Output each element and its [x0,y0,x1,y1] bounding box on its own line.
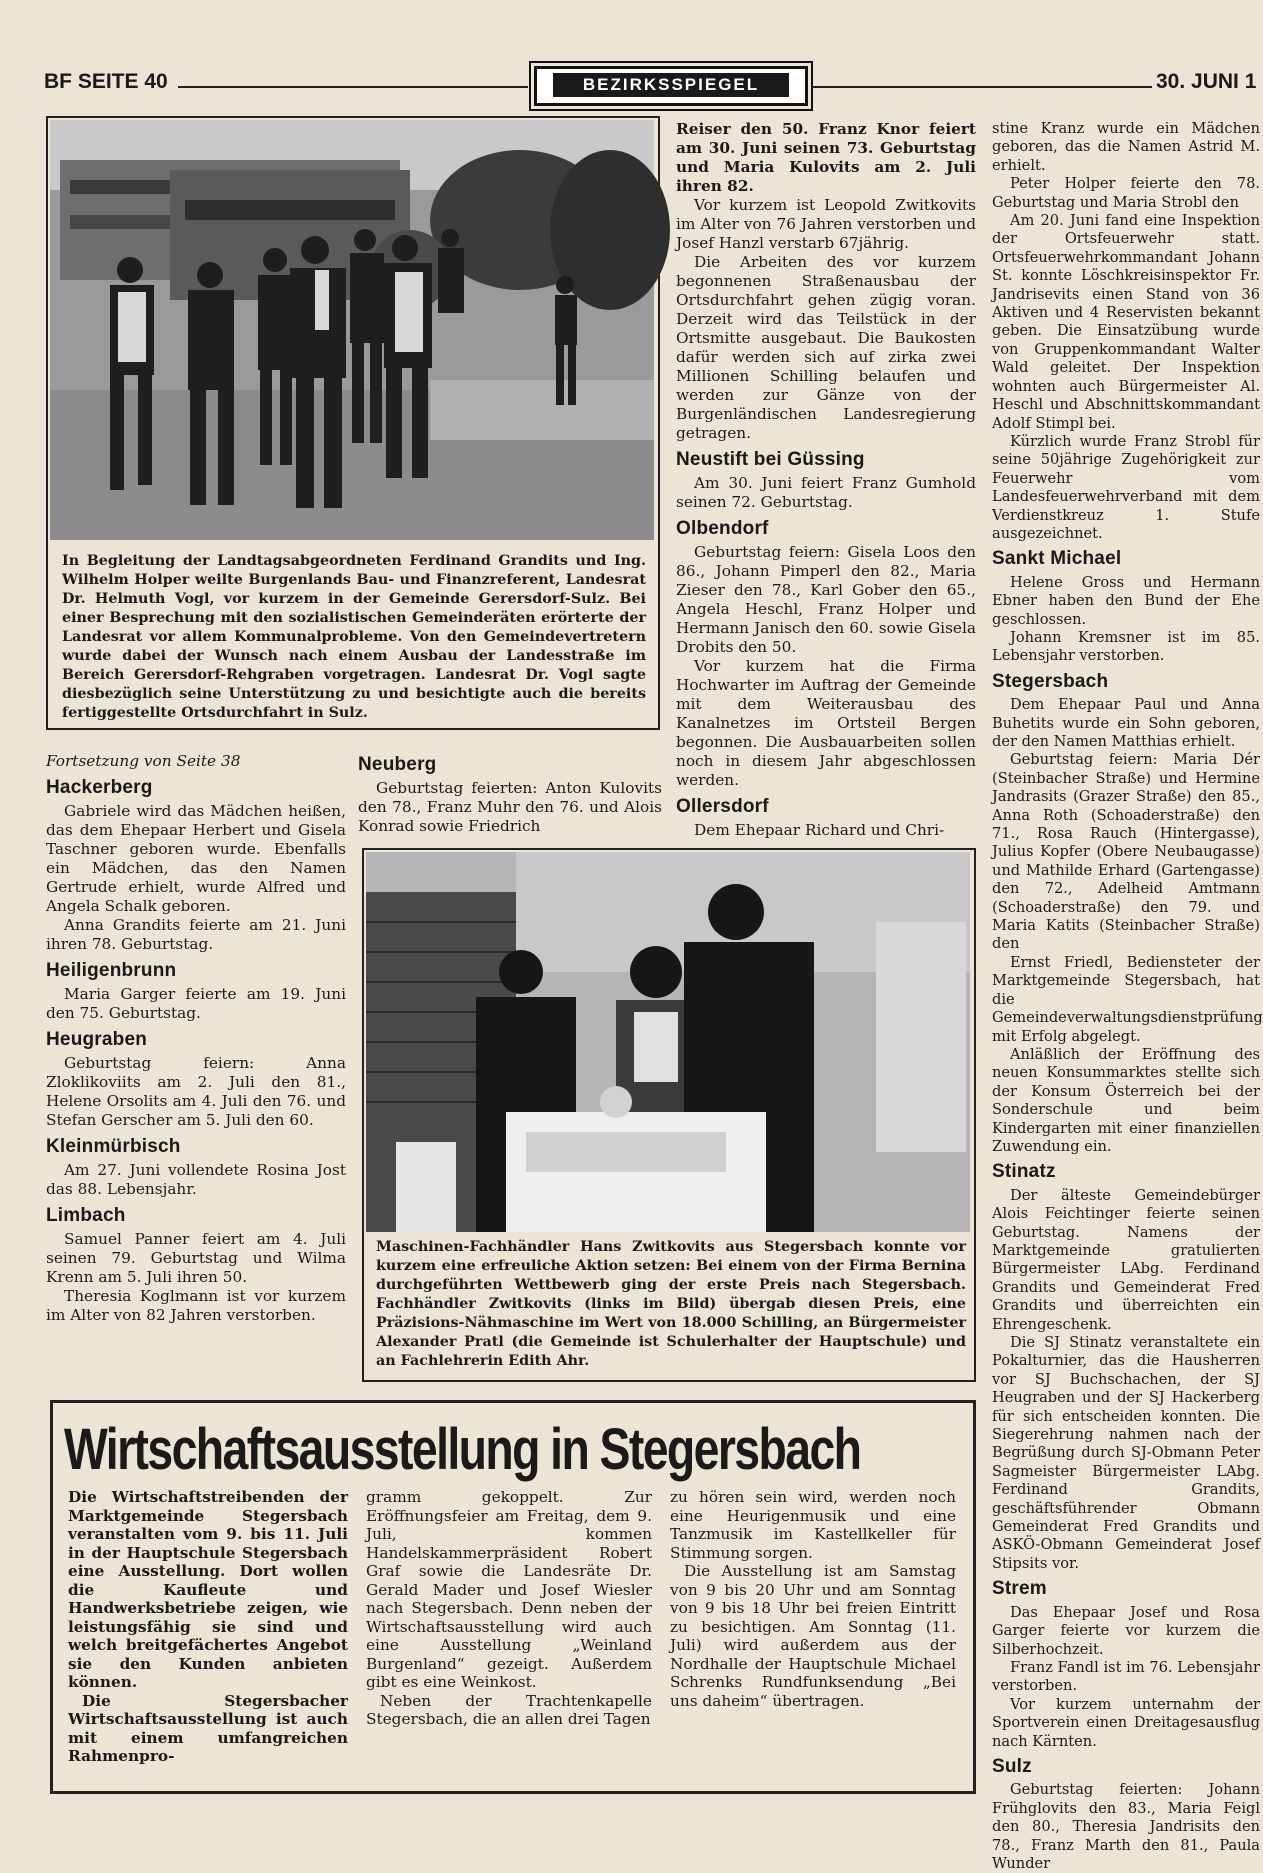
paragraph: Gabriele wird das Mädchen heißen, das dem Ehepaar Herbert und Gisela Taschner geboren wurde. Ebenfalls ein Mädchen, das den Namen Gertrude erhielt, wurde Alfred und Angela Schalk geboren. [46,802,346,915]
paragraph: Peter Holper feierte den 78. Geburtstag und Maria Strobl den [992,175,1260,211]
paragraph: Dem Ehepaar Richard und Chri- [694,821,945,839]
heading-heugraben: Heugraben [46,1029,148,1050]
paragraph: Das Ehepaar Josef und Rosa Garger feierte vor kurzem die Silberhochzeit. [992,1603,1260,1658]
paragraph: Helene Gross und Hermann Ebner haben den Bund der Ehe geschlossen. [992,573,1260,628]
paragraph: Kürzlich wurde Franz Strobl für seine 50jährige Zugehörigkeit zur Feuerwehr vom Landesfeuerwehrverband mit dem Verdienstkreuz 1. Stufe ausgezeichnet. [992,432,1260,542]
paragraph: Anläßlich der Eröffnung des neuen Konsummarktes stellte sich der Konsum Österreich bei der Sonderschule und beim Kindergarten mit einer finanziellen Zuwendung ein. [992,1045,1260,1155]
paragraph: Die Ausstellung ist am Samstag von 9 bis 20 Uhr und am Sonntag von 9 bis 18 Uhr bei freien Eintritt zu besichtigen. Am Sonntag (11. Juli) wird außerdem aus der Nordhalle der Hauptschule Michael Schrenks Rundfunksendung „Bei uns daheim“ übertragen. [670,1562,956,1710]
paragraph: Am 20. Juni fand eine Inspektion der Ortsfeuerwehr statt. Ortsfeuerwehrkommandant Johann St. konnte Löschkreisinspektor Fr. Jandrisevits einen Stand von 36 Aktiven und 4 Reservisten bekannt geben. Die Einsatzübung wurde von Gruppenkommandant Walter Wald geleitet. Der Inspektion wohnten auch Bürgermeister Al. Heschl und Abschnittskommandant Adolf Stimpl bei. [992,212,1260,432]
heading-ollersdorf: Ollersdorf [676,796,769,817]
photo-sewing-machine-handover [366,852,970,1232]
heading-hackerberg: Hackerberg [46,777,153,798]
paragraph: Geburtstag feiern: Gisela Loos den 86., Johann Pimperl den 82., Maria Zieser den 78., Karl Gober den 65., Angela Heschl, Franz Holper und Hermann Janisch den 60. sowie Gisela Drobits den 50. [676,543,976,656]
article-headline: Wirtschaftsausstellung in Stegersbach [64,1417,861,1482]
heading-limbach: Limbach [46,1205,126,1226]
article-column-2 [366,1488,652,1729]
photo1-caption: In Begleitung der Landtagsabgeordneten Ferdinand Grandits und Ing. Wilhelm Holper weilte Burgenlands Bau- und Finanzreferent, Landesrat Dr. Helmuth Vogl, vor kurzem in der Gemeinde Gerersdorf-Sulz. Bei einer Besprechung mit den sozialistischen Gemeinderäten erörterte der Landesrat vor allem Kommunalprobleme. Von den Gemeindevertretern wurde dabei der Wunsch nach einem Ausbau der Landesstraße im Bereich Gerersdorf-Rehgraben vorgetragen. Landesrat Dr. Vogl sagte diesbezüglich seine Unterstützung zu und besichtigte auch die bereits fertiggestellte Ortsdurchfahrt in Sulz. [62,553,646,721]
heading-sankt-michael: Sankt Michael [992,548,1122,570]
article-column-1 [68,1488,348,1766]
paragraph: stine Kranz wurde ein Mädchen geboren, das die Namen Astrid M. erhielt. [992,120,1260,174]
heading-stinatz: Stinatz [992,1161,1056,1183]
heading-stegersbach: Stegersbach [992,670,1109,692]
paragraph: Franz Fandl ist im 76. Lebensjahr verstorben. [992,1658,1260,1695]
column-1 [46,752,346,1392]
heading-neustift: Neustift bei Güssing [676,449,865,470]
paragraph: Geburtstag feierten: Johann Frühglovits den 83., Maria Feigl den 80., Theresia Jandrisits den 78., Franz Marth den 81., Paula Wunder [992,1781,1260,1872]
heading-olbendorf: Olbendorf [676,518,769,539]
paragraph: Die Stegersbacher Wirtschaftsausstellung ist auch mit einem umfangreichen Rahmenpro- [68,1691,348,1765]
article-column-3 [670,1488,956,1710]
paragraph: Neben der Trachtenkapelle Stegersbach, die an allen drei Tagen [366,1691,652,1728]
section-banner [534,66,808,106]
paragraph: Die Arbeiten des vor kurzem begonnenen Straßenausbau der Ortsdurchfahrt gehen zügig voran. Derzeit wird das Teilstück in der Ortsmitte ausgebaut. Die Baukosten dafür werden sich auf zirka zwei Millionen Schilling belaufen und werden zur Gänze von der Burgenländischen Landesregierung getragen. [676,253,976,442]
heading-strem: Strem [992,1578,1047,1600]
paragraph: Theresia Koglmann ist vor kurzem im Alter von 82 Jahren verstorben. [46,1287,346,1324]
paragraph: Vor kurzem hat die Firma Hochwarter im Auftrag der Gemeinde mit dem Weiterausbau des Kanalnetzes im Ortsteil Bergen begonnen. Die Ausbauarbeiten sollen noch in diesem Jahr abgeschlossen werden. [676,657,976,789]
header-rule-right [812,86,1152,88]
paragraph: Samuel Panner feiert am 4. Juli seinen 79. Geburtstag und Wilma Krenn am 5. Juli ihren 50. [46,1230,346,1286]
column-2 [358,748,662,838]
paragraph: Geburtstag feierten: Anton Kulovits den 78., Franz Muhr den 76. und Alois Konrad sowie Friedrich [358,779,662,835]
heading-neuberg: Neuberg [358,754,437,775]
paragraph: Dem Ehepaar Paul und Anna Buhetits wurde ein Sohn geboren, der den Namen Matthias erhielt. [992,696,1260,750]
continuation-note: Fortsetzung von Seite 38 [46,752,241,770]
paragraph-lead: Reiser den 50. Franz Knor feiert am 30. Juni seinen 73. Geburtstag und Maria Kulovits am 2. Juli ihren 82. [676,120,976,195]
paragraph: Johann Kremsner ist im 85. Lebensjahr verstorben. [992,628,1260,665]
heading-kleinmuerbisch: Kleinmürbisch [46,1136,181,1157]
photo-officials-visit-image [50,120,654,540]
paragraph: Der älteste Gemeindebürger Alois Feichtinger feierte seinen Geburtstag. Namens der Marktgemeinde gratulierten Bürgermeister LAbg. Ferdinand Grandits und Gemeinderat Fred Grandits und überreichten ein Ehrengeschenk. [992,1186,1260,1333]
photo-sewing-machine-image [366,852,970,1232]
paragraph: Geburtstag feiern: Maria Dér (Steinbacher Straße) und Hermine Jandrasits (Grazer Straße) den 85., Anna Roth (Schoaderstraße) den 71., Rosa Rauch (Hintergasse), Julius Kopfer (Obere Neubaugasse) und Mathilde Erhard (Gartengasse) den 72., Adelheid Amtmann (Schoaderstraße) den 79. und Maria Katits (Steinbacher Straße) den [992,751,1260,953]
column-4 [992,120,1263,1872]
issue-date: 30. JUNI 1 [1156,70,1257,93]
paragraph: Vor kurzem ist Leopold Zwitkovits im Alter von 76 Jahren verstorben und Josef Hanzl verstarb 67jährig. [676,196,976,252]
paragraph: Geburtstag feiern: Anna Zloklikoviits am 2. Juli den 81., Helene Orsolits am 4. Juli den 76. und Stefan Gerscher am 5. Juli den 60. [46,1054,346,1129]
section-title: BEZIRKSSPIEGEL [553,73,789,97]
heading-sulz: Sulz [992,1755,1032,1777]
paragraph: gramm gekoppelt. Zur Eröffnungsfeier am Freitag, dem 9. Juli, kommen Handelskammerpräsident Robert Graf sowie die Landesräte Dr. Gerald Mader und Josef Wiesler nach Stegersbach. Denn neben der Wirtschaftsausstellung wird auch eine Ausstellung „Weinland Burgenland“ gezeigt. Außerdem gibt es eine Weinkost. [366,1488,652,1691]
photo2-caption: Maschinen-Fachhändler Hans Zwitkovits aus Stegersbach konnte vor kurzem eine erfreuliche Aktion setzen: Bei einem von der Firma Bernina durchgeführten Wettbewerb ging der erste Preis nach Stegersbach. Fachhändler Zwitkovits (links im Bild) übergab diesen Preis, eine Präzisions-Nähmaschine im Wert von 18.000 Schilling, an Bürgermeister Alexander Pratl (die Gemeinde ist Schulerhalter der Hauptschule) und an Fachlehrerin Edith Ahr. [376,1239,966,1369]
paragraph: Die Wirtschaftstreibenden der Marktgemeinde Stegersbach veranstalten vom 9. bis 11. Juli in der Hauptschule Stegersbach eine Ausstellung. Dort wollen die Kaufleute und Handwerksbetriebe zeigen, wie leistungsfähig sie sind und welch breitgefächertes Angebot sie den Kunden anbieten können. [68,1488,348,1691]
page-number: BF SEITE 40 [44,70,168,93]
paragraph: Anna Grandits feierte am 21. Juni ihren 78. Geburtstag. [46,916,346,953]
paragraph: Ernst Friedl, Bediensteter der Marktgemeinde Stegersbach, hat die Gemeindeverwaltungsdienstprüfung mit Erfolg abgelegt. [992,953,1263,1045]
header-rule-left [178,86,528,88]
paragraph: Am 30. Juni feiert Franz Gumhold seinen 72. Geburtstag. [676,474,976,511]
paragraph: Maria Garger feierte am 19. Juni den 75. Geburtstag. [46,985,346,1022]
paragraph: Am 27. Juni vollendete Rosina Jost das 88. Lebensjahr. [46,1161,346,1198]
heading-heiligenbrunn: Heiligenbrunn [46,960,177,981]
column-3 [676,120,976,840]
paragraph: Vor kurzem unternahm der Sportverein einen Dreitagesausflug nach Kärnten. [992,1695,1260,1750]
paragraph: Die SJ Stinatz veranstaltete ein Pokalturnier, das die Hausherren vor SJ Buchschachen, der SJ Heugraben und der SJ Hackerberg für sich entscheiden konnten. Die Siegerehrung nahmen nach der Begrüßung durch SJ-Obmann Peter Sagmeister Bürgermeister LAbg. Ferdinand Grandits, geschäftsführender Obmann Gemeinderat Fred Grandits und ASKÖ-Obmann Gemeinderat Josef Stipsits vor. [992,1334,1260,1572]
paragraph: zu hören sein wird, werden noch eine Heurigenmusik und eine Tanzmusik im Kastellkeller für Stimmung sorgen. [670,1488,956,1562]
photo-officials-visit [50,120,654,540]
